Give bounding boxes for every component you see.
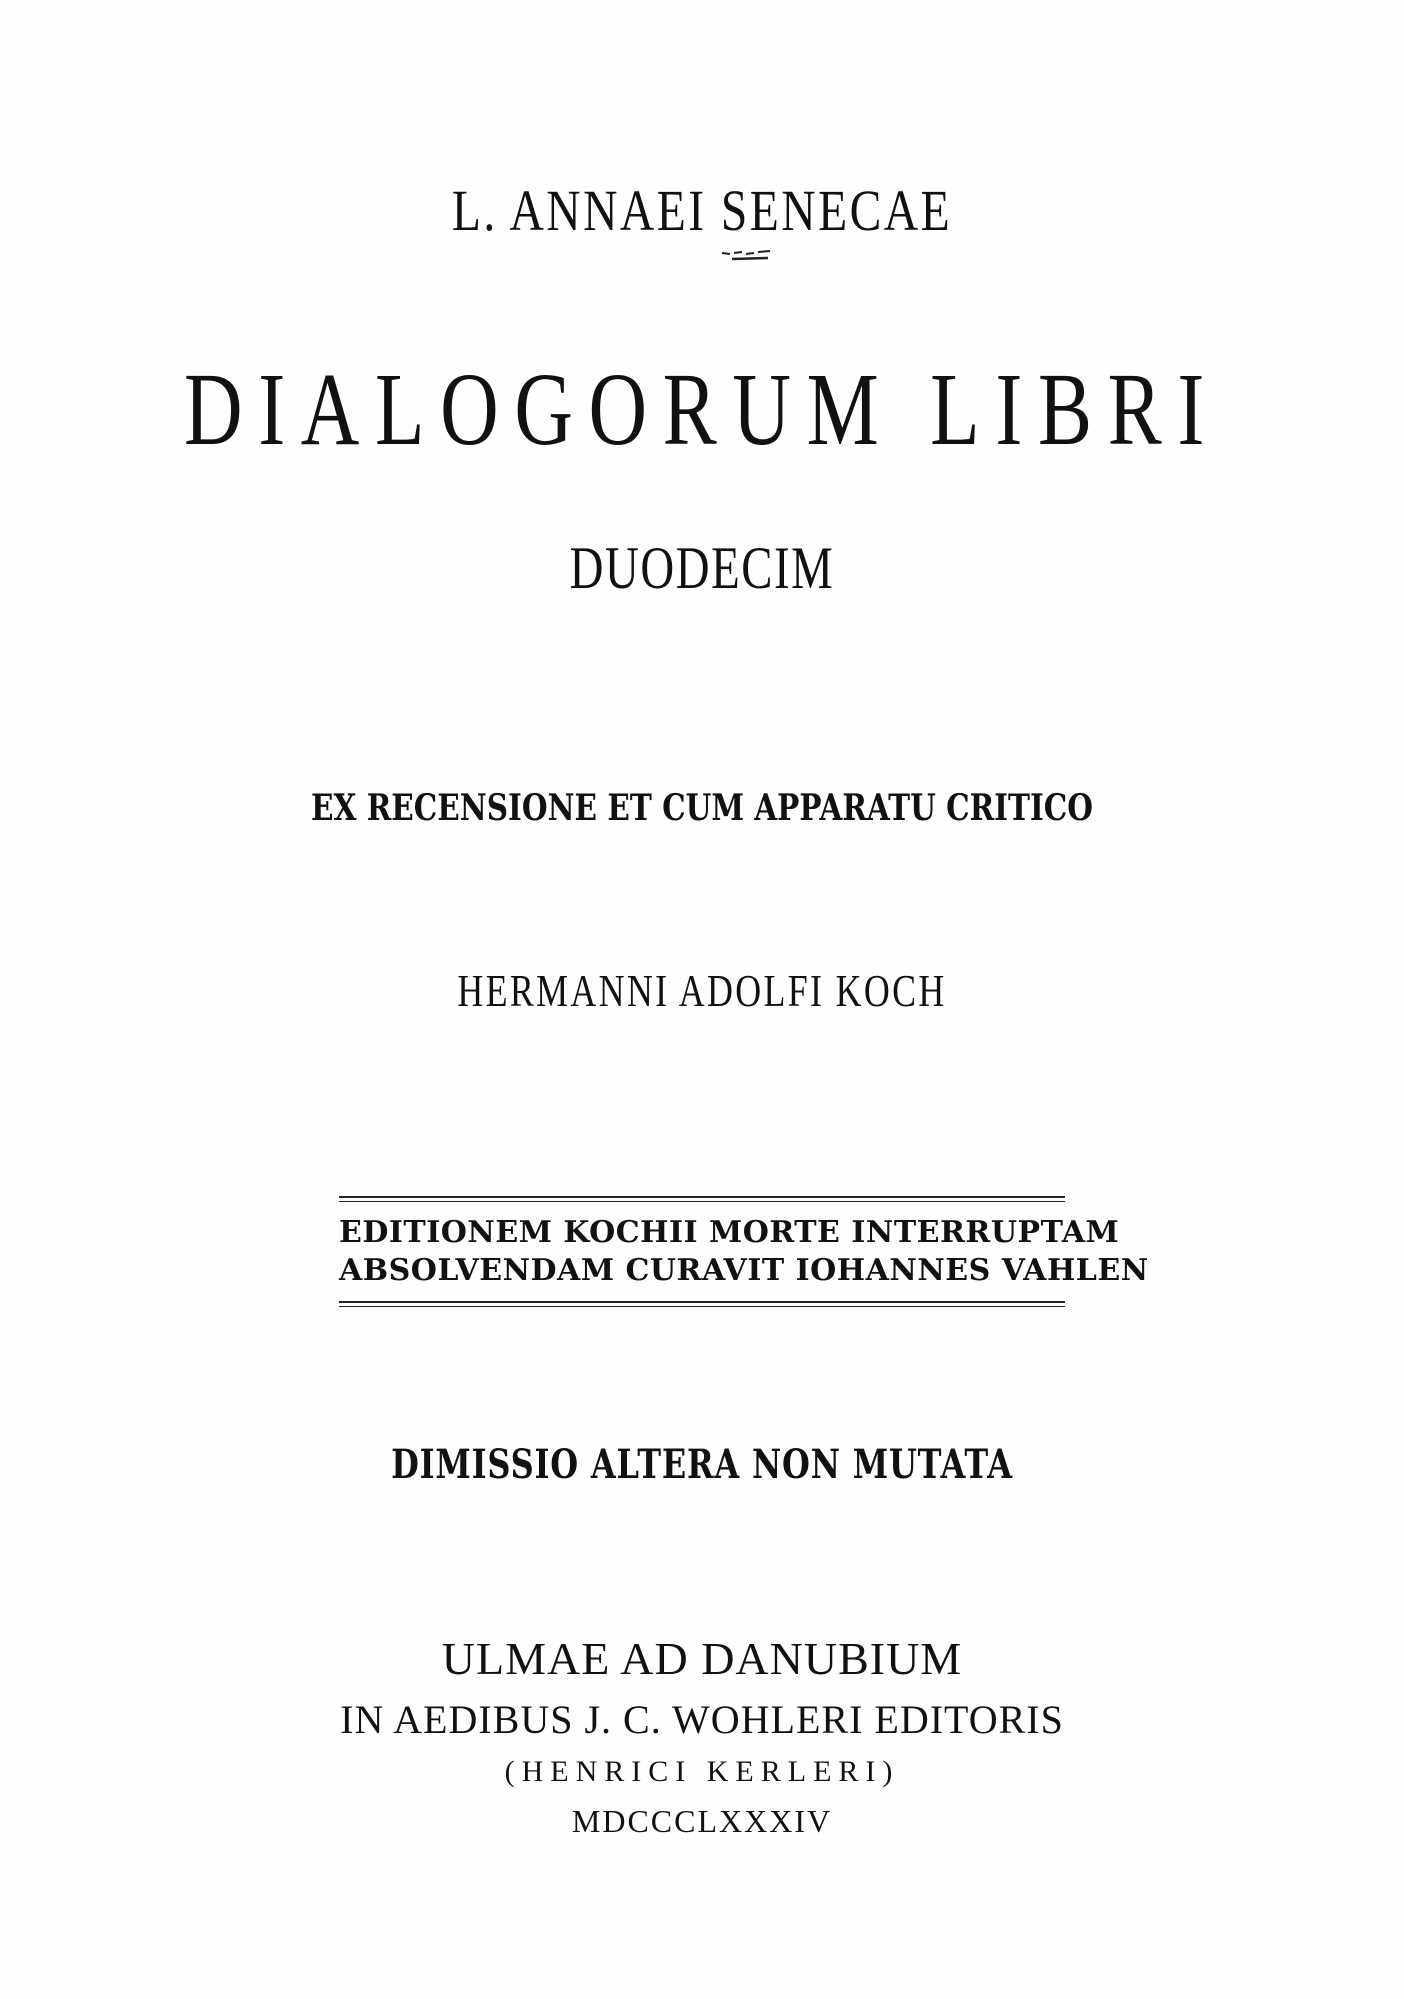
imprint-printer: (HENRICI KERLERI) <box>504 1755 900 1788</box>
imprint-year: MDCCCLXXXIV <box>571 1803 833 1839</box>
note-line-2 <box>339 1253 1149 1288</box>
author-line: L. ANNAEI SENECAE <box>451 178 953 243</box>
imprint-place: ULMAE AD DANUBIUM <box>441 1633 963 1684</box>
ink-mark <box>720 248 780 262</box>
recension-line: EX RECENSIONE ET CUM APPARATU CRITICO <box>311 787 1093 829</box>
edition-statement: DIMISSIO ALTERA NON MUTATA <box>391 1441 1013 1488</box>
book-subtitle: DUODECIM <box>569 535 835 601</box>
note-line-1 <box>339 1215 1120 1250</box>
book-title: DIALOGORUM LIBRI <box>184 352 1220 467</box>
note-line-1-text: EDITIONEM KOCHII MORTE INTERRUPTAM <box>339 1215 1120 1250</box>
note-line-2-text: ABSOLVENDAM CURAVIT IOHANNES VAHLEN <box>339 1253 1149 1288</box>
imprint-publisher: IN AEDIBUS J. C. WOHLERI EDITORIS <box>340 1697 1064 1742</box>
rule-top-thin <box>339 1201 1065 1202</box>
rule-bottom <box>339 1301 1065 1303</box>
rule-bottom-thin <box>339 1306 1065 1307</box>
editor-name: HERMANNI ADOLFI KOCH <box>457 965 947 1016</box>
rule-top <box>339 1196 1065 1198</box>
